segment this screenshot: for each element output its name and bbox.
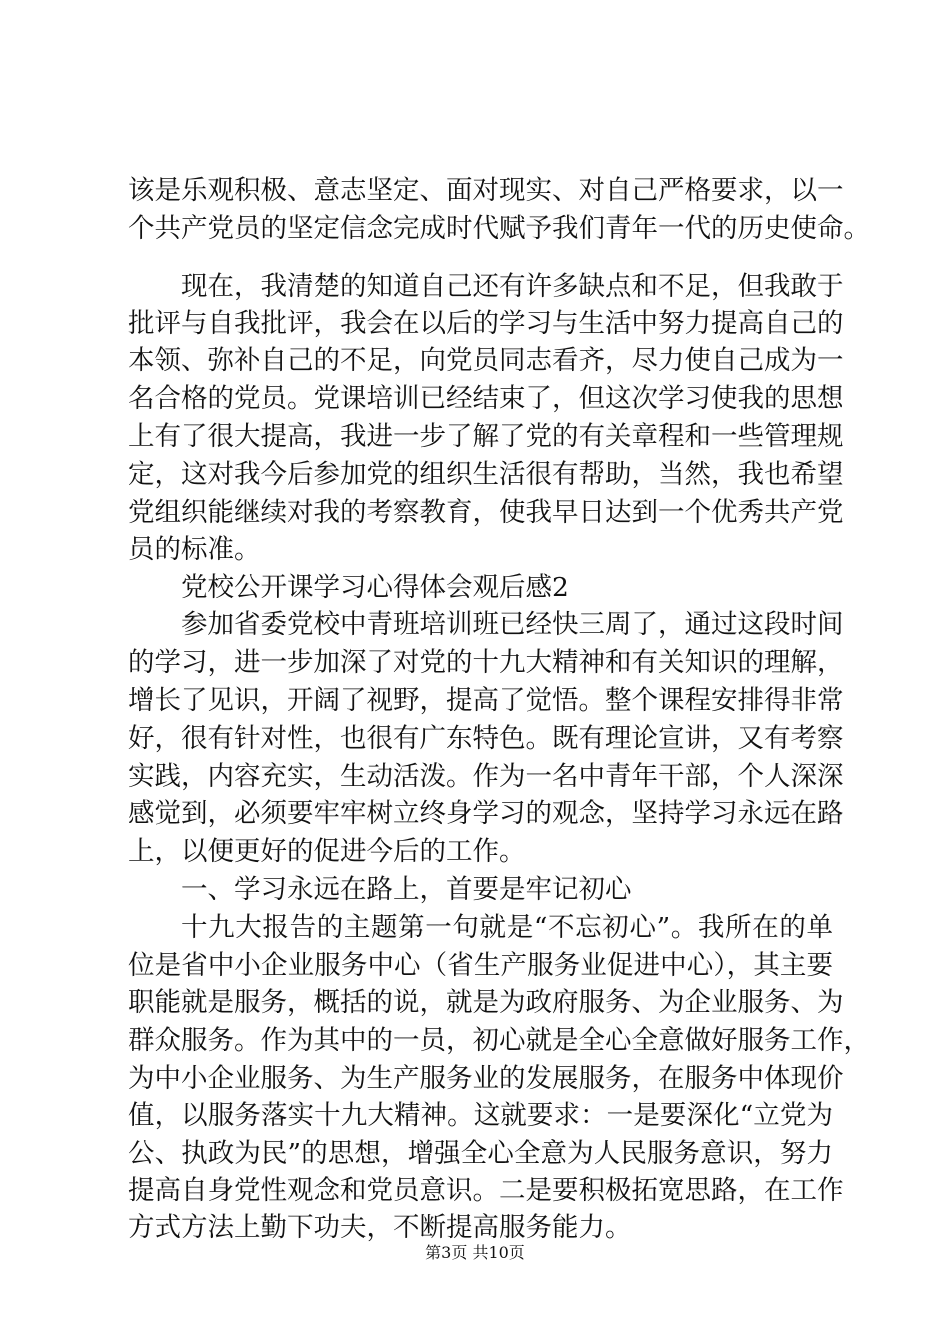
text-line: 上，以便更好的促进今后的工作。 xyxy=(128,836,526,867)
text-line: 员的标准。 xyxy=(128,534,261,565)
text-line: 定，这对我今后参加党的组织生活很有帮助，当然，我也希望 xyxy=(128,459,844,490)
text-line: 的学习，进一步加深了对党的十九大精神和有关知识的理解， xyxy=(128,647,844,678)
text-line: 现在，我清楚的知道自己还有许多缺点和不足，但我敢于 xyxy=(181,271,844,302)
text-line: 参加省委党校中青班培训班已经快三周了，通过这段时间 xyxy=(181,609,844,640)
text-line: 公、执政为民”的思想，增强全心全意为人民服务意识，努力 xyxy=(128,1138,833,1169)
text-line: 为中小企业服务、为生产服务业的发展服务，在服务中体现价 xyxy=(128,1063,844,1094)
text-line: 实践，内容充实，生动活泼。作为一名中青年干部，个人深深 xyxy=(128,761,844,792)
section-heading: 一、学习永远在路上，首要是牢记初心 xyxy=(181,874,632,905)
text-line: 十九大报告的主题第一句就是“不忘初心”。我所在的单 xyxy=(181,912,833,943)
text-line: 值，以服务落实十九大精神。这就要求：一是要深化“立党为 xyxy=(128,1100,833,1131)
text-line: 党组织能继续对我的考察教育，使我早日达到一个优秀共产党 xyxy=(128,497,844,528)
text-line: 好，很有针对性，也很有广东特色。既有理论宣讲，又有考察 xyxy=(128,723,844,754)
text-line: 位是省中小企业服务中心（省生产服务业促进中心），其主要 xyxy=(128,950,833,981)
text-line: 该是乐观积极、意志坚定、面对现实、对自己严格要求，以一 xyxy=(128,175,844,206)
text-line: 上有了很大提高，我进一步了解了党的有关章程和一些管理规 xyxy=(128,421,844,452)
text-line: 职能就是服务，概括的说，就是为政府服务、为企业服务、为 xyxy=(128,987,844,1018)
text-line: 本领、弥补自己的不足，向党员同志看齐，尽力使自己成为一 xyxy=(128,345,844,376)
text-line: 名合格的党员。党课培训已经结束了，但这次学习使我的思想 xyxy=(128,383,844,414)
text-line: 增长了见识，开阔了视野，提高了觉悟。整个课程安排得非常 xyxy=(128,685,844,716)
text-line: 群众服务。作为其中的一员，初心就是全心全意做好服务工作， xyxy=(128,1025,870,1056)
text-line: 方式方法上勤下功夫，不断提高服务能力。 xyxy=(128,1212,632,1243)
section-heading: 党校公开课学习心得体会观后感2 xyxy=(181,572,569,603)
text-line: 感觉到，必须要牢牢树立终身学习的观念，坚持学习永远在路 xyxy=(128,798,844,829)
text-line: 个共产党员的坚定信念完成时代赋予我们青年一代的历史使命。 xyxy=(128,213,870,244)
page-number: 第3页 共10页 xyxy=(425,1243,525,1262)
text-line: 提高自身党性观念和党员意识。二是要积极拓宽思路，在工作 xyxy=(128,1175,844,1206)
text-line: 批评与自我批评，我会在以后的学习与生活中努力提高自己的 xyxy=(128,308,844,339)
